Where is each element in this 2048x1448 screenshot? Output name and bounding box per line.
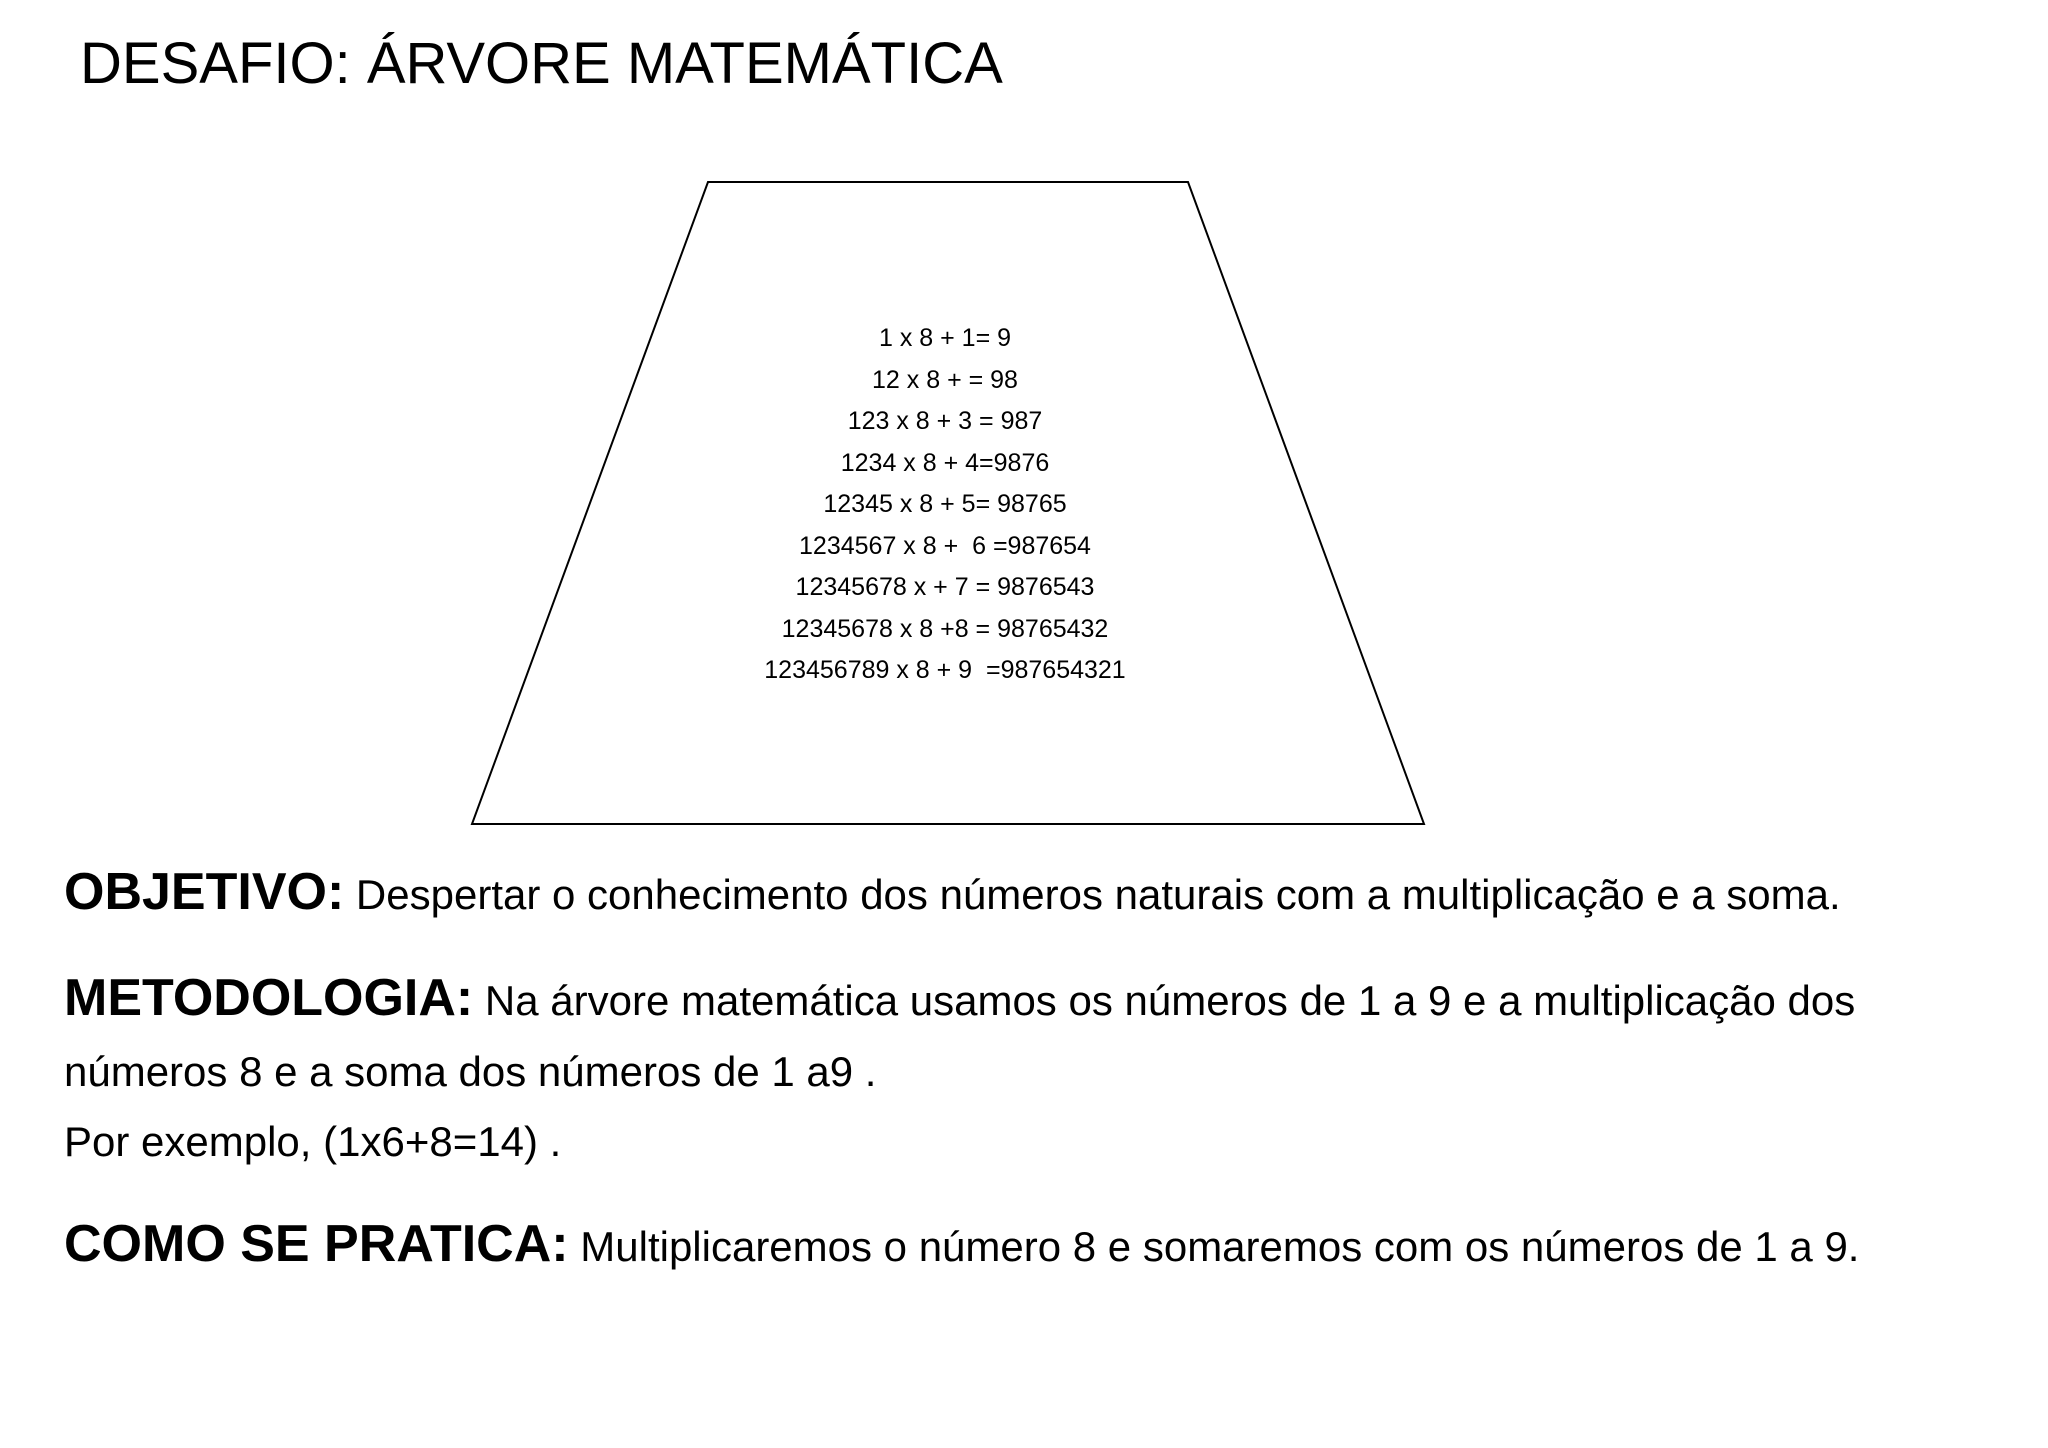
como-se-pratica-text: Multiplicaremos o número 8 e somaremos com os números de 1 a 9. (568, 1223, 1860, 1270)
metodologia-text-line2: números 8 e a soma dos números de 1 a9 . (64, 1048, 877, 1095)
equation-line: 1234567 x 8 + 6 =987654 (799, 531, 1091, 560)
objetivo-text: Despertar o conhecimento dos números naturais com a multiplicação e a soma. (344, 871, 1841, 918)
equation-line: 123456789 x 8 + 9 =987654321 (764, 656, 1126, 684)
como-se-pratica-label: COMO SE PRATICA: (64, 1215, 569, 1273)
metodologia-section (64, 968, 1855, 1028)
equation-list (740, 318, 1150, 692)
equation-line: 12345 x 8 + 5= 98765 (823, 490, 1067, 518)
como-se-pratica-section (64, 1214, 1859, 1274)
page-title: DESAFIO: ÁRVORE MATEMÁTICA (80, 31, 1003, 96)
metodologia-text: Na árvore matemática usamos os números de 1 a 9 e a multiplicação dos (473, 977, 1856, 1024)
equation-line: 1 x 8 + 1= 9 (878, 324, 1012, 352)
equation-line: 12345678 x 8 +8 = 98765432 (781, 614, 1109, 643)
objetivo-label: OBJETIVO: (64, 863, 345, 921)
metodologia-example: Por exemplo, (1x6+8=14) . (64, 1118, 562, 1165)
equation-line: 123 x 8 + 3 = 987 (847, 407, 1043, 435)
equation-line: 12 x 8 + = 98 (872, 365, 1018, 394)
equation-line: 1234 x 8 + 4=9876 (840, 448, 1050, 477)
equation-line: 12345678 x + 7 = 9876543 (795, 573, 1095, 601)
metodologia-label: METODOLOGIA: (64, 969, 474, 1027)
objetivo-section (64, 862, 1841, 922)
